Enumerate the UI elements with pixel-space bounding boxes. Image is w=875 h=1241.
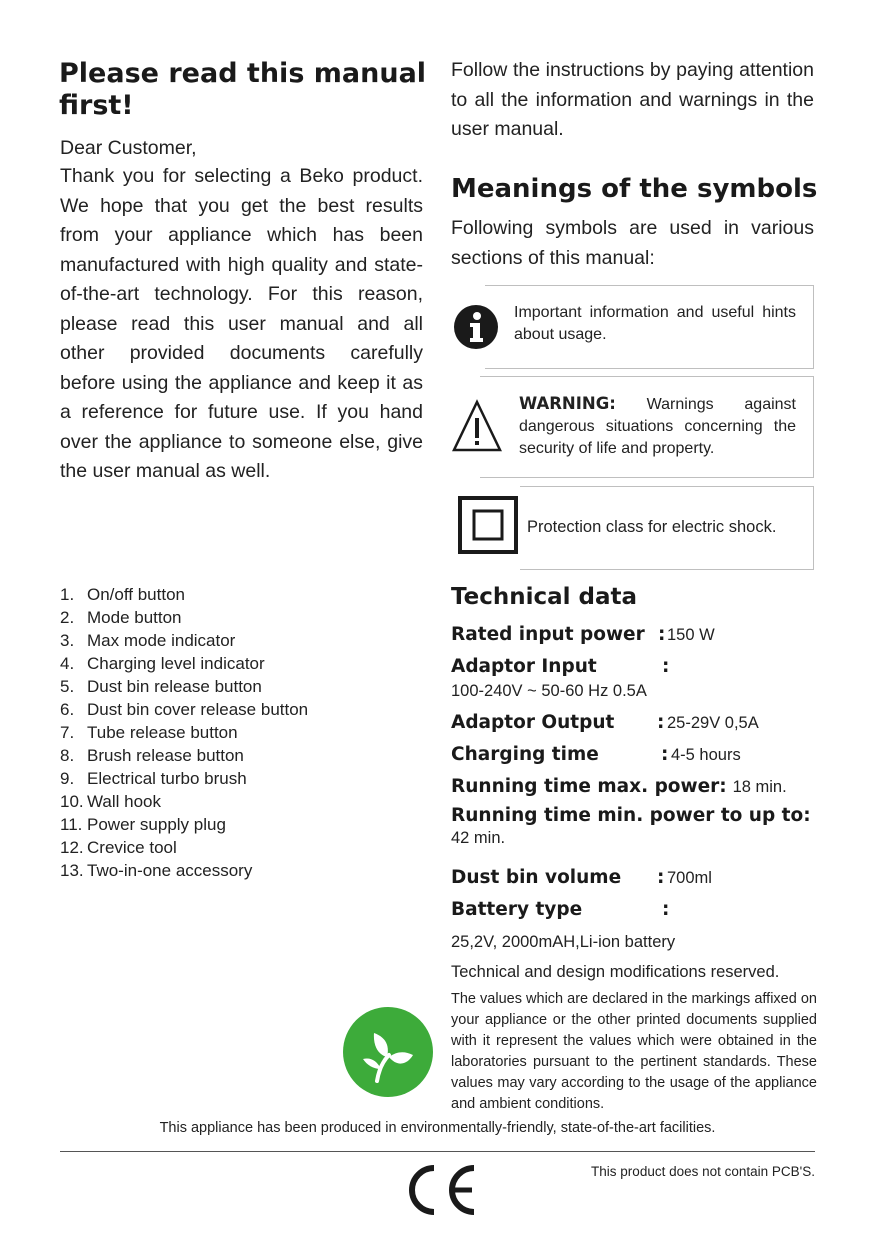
symbols-intro: Following symbols are used in various sections of this manual: [451, 217, 814, 269]
info-icon [453, 304, 499, 350]
intro-title: Please read this manual first! [59, 58, 427, 121]
running-min-row [451, 805, 821, 826]
technical-title: Technical data [451, 584, 638, 610]
running-min-value: 42 min. [451, 829, 506, 847]
charging-row [451, 744, 821, 765]
list-item-label: Power supply plug [87, 815, 226, 834]
battery-label: Battery type [451, 899, 583, 920]
list-item-label: Crevice tool [87, 838, 177, 857]
list-item-number: 2. [60, 608, 75, 627]
footer-divider [60, 1151, 815, 1152]
charging-colon: : [661, 744, 669, 765]
adaptor-output-value: 25-29V 0,5A [667, 714, 759, 732]
instructions-text: Follow the instructions by paying attention to all the information and warnings in the user manual. [451, 59, 814, 140]
running-max-value: 18 min. [732, 778, 787, 796]
list-item-number: 1. [60, 585, 75, 604]
list-item-label: Two-in-one accessory [87, 861, 253, 880]
list-item-number: 10. [60, 792, 84, 811]
battery-row [451, 899, 821, 920]
modifications-text: Technical and design modifications reserved. [451, 963, 780, 981]
list-item-label: Wall hook [87, 792, 162, 811]
adaptor-output-label: Adaptor Output [451, 712, 615, 733]
list-item [60, 583, 440, 606]
charging-label: Charging time [451, 744, 599, 765]
list-item-number: 6. [60, 700, 75, 719]
list-item [60, 790, 440, 813]
list-item [60, 859, 440, 882]
symbols-title: Meanings of the symbols [451, 174, 818, 204]
list-item [60, 698, 440, 721]
rated-input-colon: : [658, 624, 666, 645]
list-item [60, 721, 440, 744]
list-item [60, 744, 440, 767]
list-item [60, 652, 440, 675]
list-item [60, 629, 440, 652]
rated-input-row [451, 624, 821, 645]
list-item-number: 3. [60, 631, 75, 650]
list-item-label: Tube release button [87, 723, 238, 742]
list-item-number: 11. [60, 815, 83, 834]
list-item-number: 7. [60, 723, 75, 742]
list-item-label: Mode button [87, 608, 182, 627]
list-item-number: 5. [60, 677, 75, 696]
list-item [60, 675, 440, 698]
rated-input-label: Rated input power [451, 624, 645, 645]
dust-value: 700ml [667, 869, 712, 887]
adaptor-input-label: Adaptor Input [451, 656, 597, 677]
intro-greeting: Dear Customer, [60, 137, 197, 159]
list-item-label: Dust bin release button [87, 677, 262, 696]
warning-text-block [519, 393, 796, 460]
eco-statement: This appliance has been produced in environmentally-friendly, state-of-the-art facilities. [159, 1120, 716, 1136]
list-item-label: On/off button [87, 585, 185, 604]
dust-label: Dust bin volume [451, 867, 622, 888]
list-item-label: Electrical turbo brush [87, 769, 247, 788]
running-max-row [451, 776, 821, 797]
info-text: Important information and useful hints about usage. [514, 304, 796, 343]
list-item-number: 13. [60, 861, 84, 880]
adaptor-input-colon: : [662, 656, 670, 677]
battery-value: 25,2V, 2000mAH,Li-ion battery [451, 933, 676, 951]
leaf-icon [343, 1007, 433, 1097]
pcb-statement: This product does not contain PCB'S. [591, 1164, 815, 1179]
warning-text: Warnings against dangerous situations concerning the security of life and property. [519, 396, 796, 457]
adaptor-input-row [451, 656, 821, 677]
dust-colon: : [657, 867, 665, 888]
list-item-label: Max mode indicator [87, 631, 236, 650]
list-item [60, 767, 440, 790]
list-item-number: 9. [60, 769, 75, 788]
adaptor-output-colon: : [657, 712, 665, 733]
ce-mark [400, 1162, 480, 1218]
warning-label: WARNING: [519, 394, 616, 413]
battery-colon: : [662, 899, 670, 920]
rated-input-value: 150 W [667, 626, 715, 644]
protection-text: Protection class for electric shock. [527, 518, 777, 536]
list-item-label: Charging level indicator [87, 654, 265, 673]
list-item-number: 4. [60, 654, 75, 673]
intro-paragraph: Thank you for selecting a Beko product. We hope that you get the best results from your appliance which has been manufactured with high quality and state-of-the-art technology. For this reason, please read this user manual and all other provided documents carefully before using the appliance and keep it as a reference for future use. If you hand over the appliance to someone else, give the user manual as well. [60, 165, 423, 482]
charging-value: 4-5 hours [671, 746, 741, 764]
list-item-number: 12. [60, 838, 84, 857]
running-max-label: Running time max. power: [451, 776, 727, 797]
warning-triangle-icon [451, 398, 503, 454]
adaptor-output-row [451, 712, 821, 733]
adaptor-input-value: 100-240V ~ 50-60 Hz 0.5A [451, 682, 647, 700]
parts-list [60, 583, 440, 882]
list-item-label: Dust bin cover release button [87, 700, 309, 719]
running-min-label: Running time min. power to up to: [451, 805, 811, 826]
list-item [60, 813, 440, 836]
dust-row [451, 867, 821, 888]
list-item-number: 8. [60, 746, 75, 765]
list-item [60, 836, 440, 859]
double-square-icon [457, 495, 519, 555]
list-item-label: Brush release button [87, 746, 244, 765]
disclaimer-text: The values which are declared in the markings affixed on your appliance or the other printed documents supplied with it represent the values which were obtained in the laboratories pursuant to the pertinent standards. These values may vary according to the usage of the appliance and ambient conditions. [451, 991, 817, 1112]
list-item [60, 606, 440, 629]
